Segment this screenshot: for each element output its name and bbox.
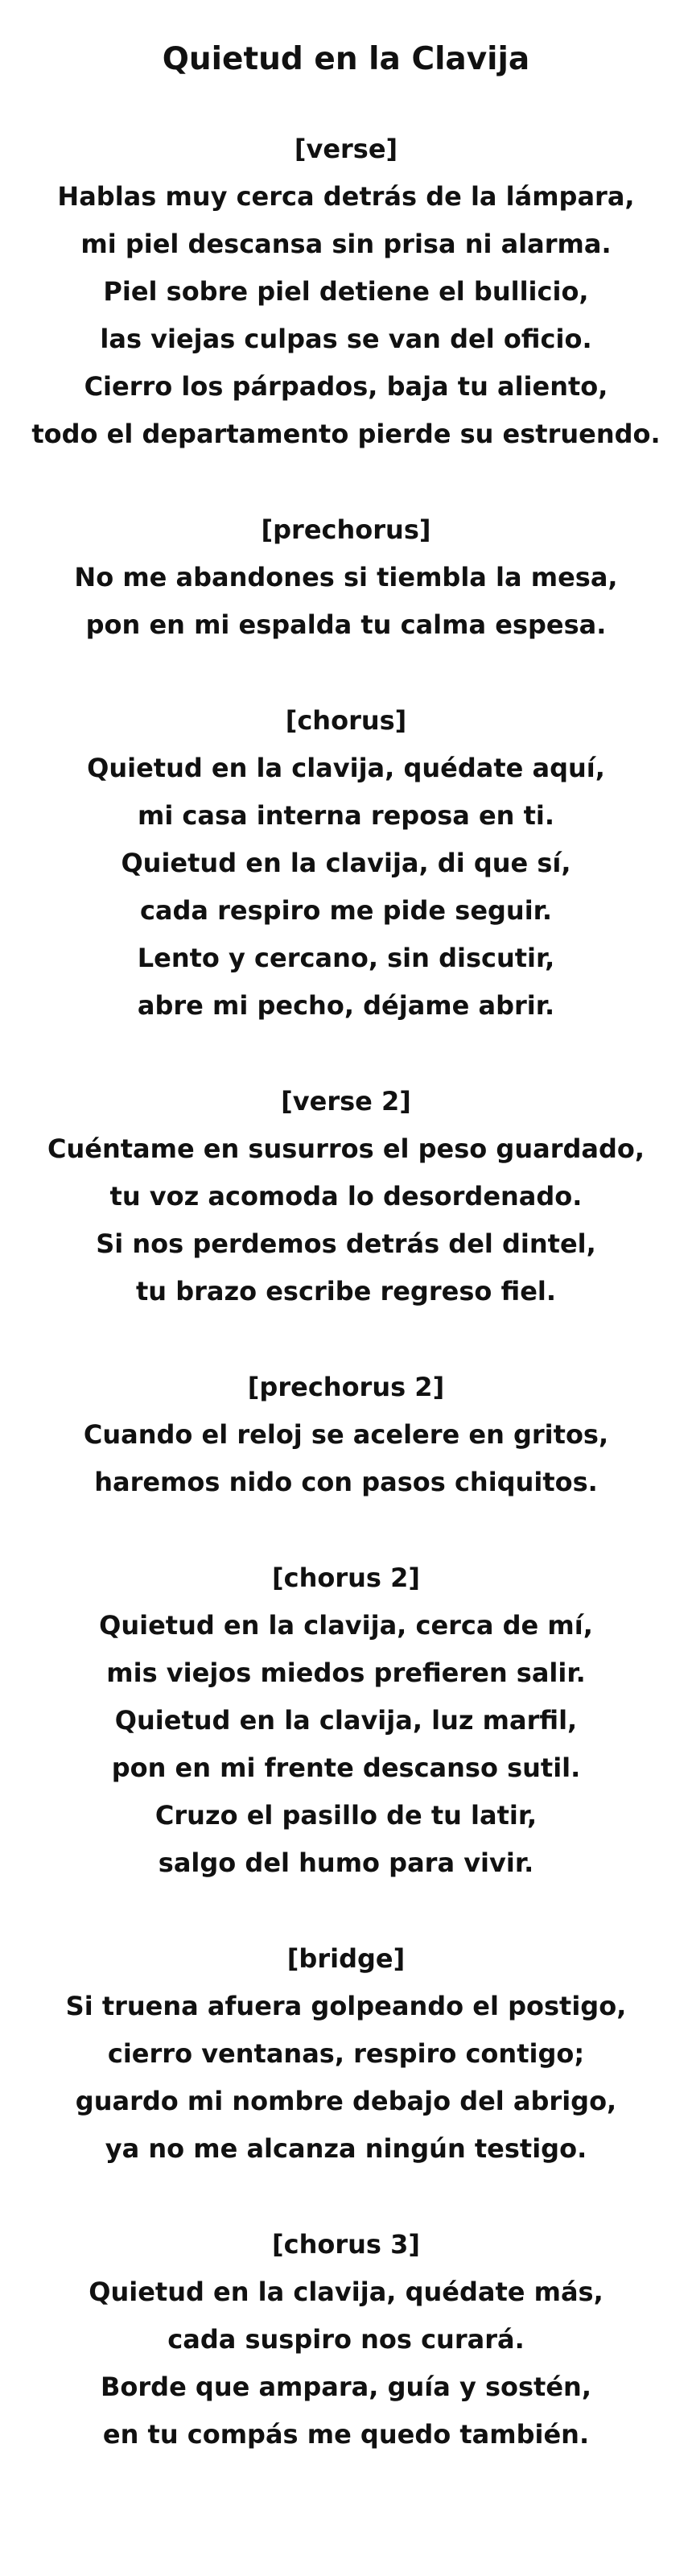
- lyric-line: abre mi pecho, déjame abrir.: [137, 990, 555, 1021]
- lyric-line: Quietud en la clavija, quédate más,: [89, 2277, 603, 2307]
- lyric-line: Piel sobre piel detiene el bullicio,: [103, 276, 589, 307]
- section-label: [verse 2]: [281, 1086, 411, 1117]
- section-label: [chorus]: [285, 705, 407, 736]
- lyric-line: cada respiro me pide seguir.: [139, 895, 553, 926]
- lyric-line: Cruzo el pasillo de tu latir,: [154, 1800, 538, 1831]
- lyric-line: pon en mi espalda tu calma espesa.: [85, 609, 607, 640]
- lyric-line: las viejas culpas se van del oficio.: [100, 324, 592, 354]
- section-label: [bridge]: [286, 1943, 406, 1974]
- lyric-line: Si nos perdemos detrás del dintel,: [96, 1228, 596, 1259]
- lyrics-section: [0, 126, 692, 458]
- lyric-line: en tu compás me quedo también.: [102, 2419, 590, 2450]
- section-label: [chorus 3]: [272, 2229, 420, 2260]
- lyric-line: Quietud en la clavija, di que sí,: [121, 848, 571, 878]
- lyric-line: Lento y cercano, sin discutir,: [137, 943, 555, 973]
- lyric-line: tu brazo escribe regreso fiel.: [135, 1276, 557, 1307]
- lyric-line: Quietud en la clavija, quédate aquí,: [87, 753, 605, 783]
- section-label: [chorus 2]: [272, 1563, 420, 1593]
- lyric-line: guardo mi nombre debajo del abrigo,: [75, 2086, 617, 2116]
- lyric-line: mi piel descansa sin prisa ni alarma.: [80, 229, 612, 259]
- lyric-line: Cuando el reloj se acelere en gritos,: [83, 1419, 609, 1450]
- lyric-line: Cuéntame en susurros el peso guardado,: [47, 1133, 645, 1164]
- lyric-line: Borde que ampara, guía y sostén,: [101, 2372, 591, 2402]
- lyric-line: ya no me alcanza ningún testigo.: [105, 2133, 587, 2164]
- lyrics-section: [0, 1364, 692, 1506]
- section-label: [prechorus 2]: [247, 1372, 445, 1402]
- lyric-line: todo el departamento pierde su estruendo.: [31, 419, 661, 449]
- lyrics-body: [0, 126, 692, 2458]
- lyric-line: mis viejos miedos prefieren salir.: [106, 1657, 586, 1688]
- lyrics-section: [0, 1554, 692, 1887]
- section-label: [prechorus]: [261, 514, 431, 545]
- lyric-line: Si truena afuera golpeando el postigo,: [65, 1991, 627, 2021]
- song-title: Quietud en la Clavija: [162, 41, 530, 77]
- lyric-line: cada suspiro nos curará.: [167, 2324, 525, 2355]
- lyric-line: Quietud en la clavija, cerca de mí,: [99, 1610, 593, 1641]
- lyrics-section: [0, 2221, 692, 2458]
- lyrics-section: [0, 506, 692, 649]
- lyric-line: No me abandones si tiembla la mesa,: [74, 562, 618, 592]
- lyric-line: haremos nido con pasos chiquitos.: [94, 1467, 598, 1497]
- lyrics-section: [0, 697, 692, 1030]
- lyric-line: Quietud en la clavija, luz marfil,: [114, 1705, 578, 1736]
- lyric-line: Cierro los párpados, baja tu aliento,: [84, 371, 608, 402]
- section-label: [verse]: [294, 134, 398, 164]
- lyric-line: Hablas muy cerca detrás de la lámpara,: [57, 181, 635, 212]
- lyric-line: tu voz acomoda lo desordenado.: [109, 1181, 583, 1212]
- lyric-line: salgo del humo para vivir.: [158, 1847, 534, 1878]
- lyric-line: cierro ventanas, respiro contigo;: [107, 2038, 585, 2069]
- lyrics-section: [0, 1078, 692, 1315]
- lyric-line: pon en mi frente descanso sutil.: [111, 1752, 581, 1783]
- lyrics-section: [0, 1935, 692, 2173]
- lyric-line: mi casa interna reposa en ti.: [137, 800, 555, 831]
